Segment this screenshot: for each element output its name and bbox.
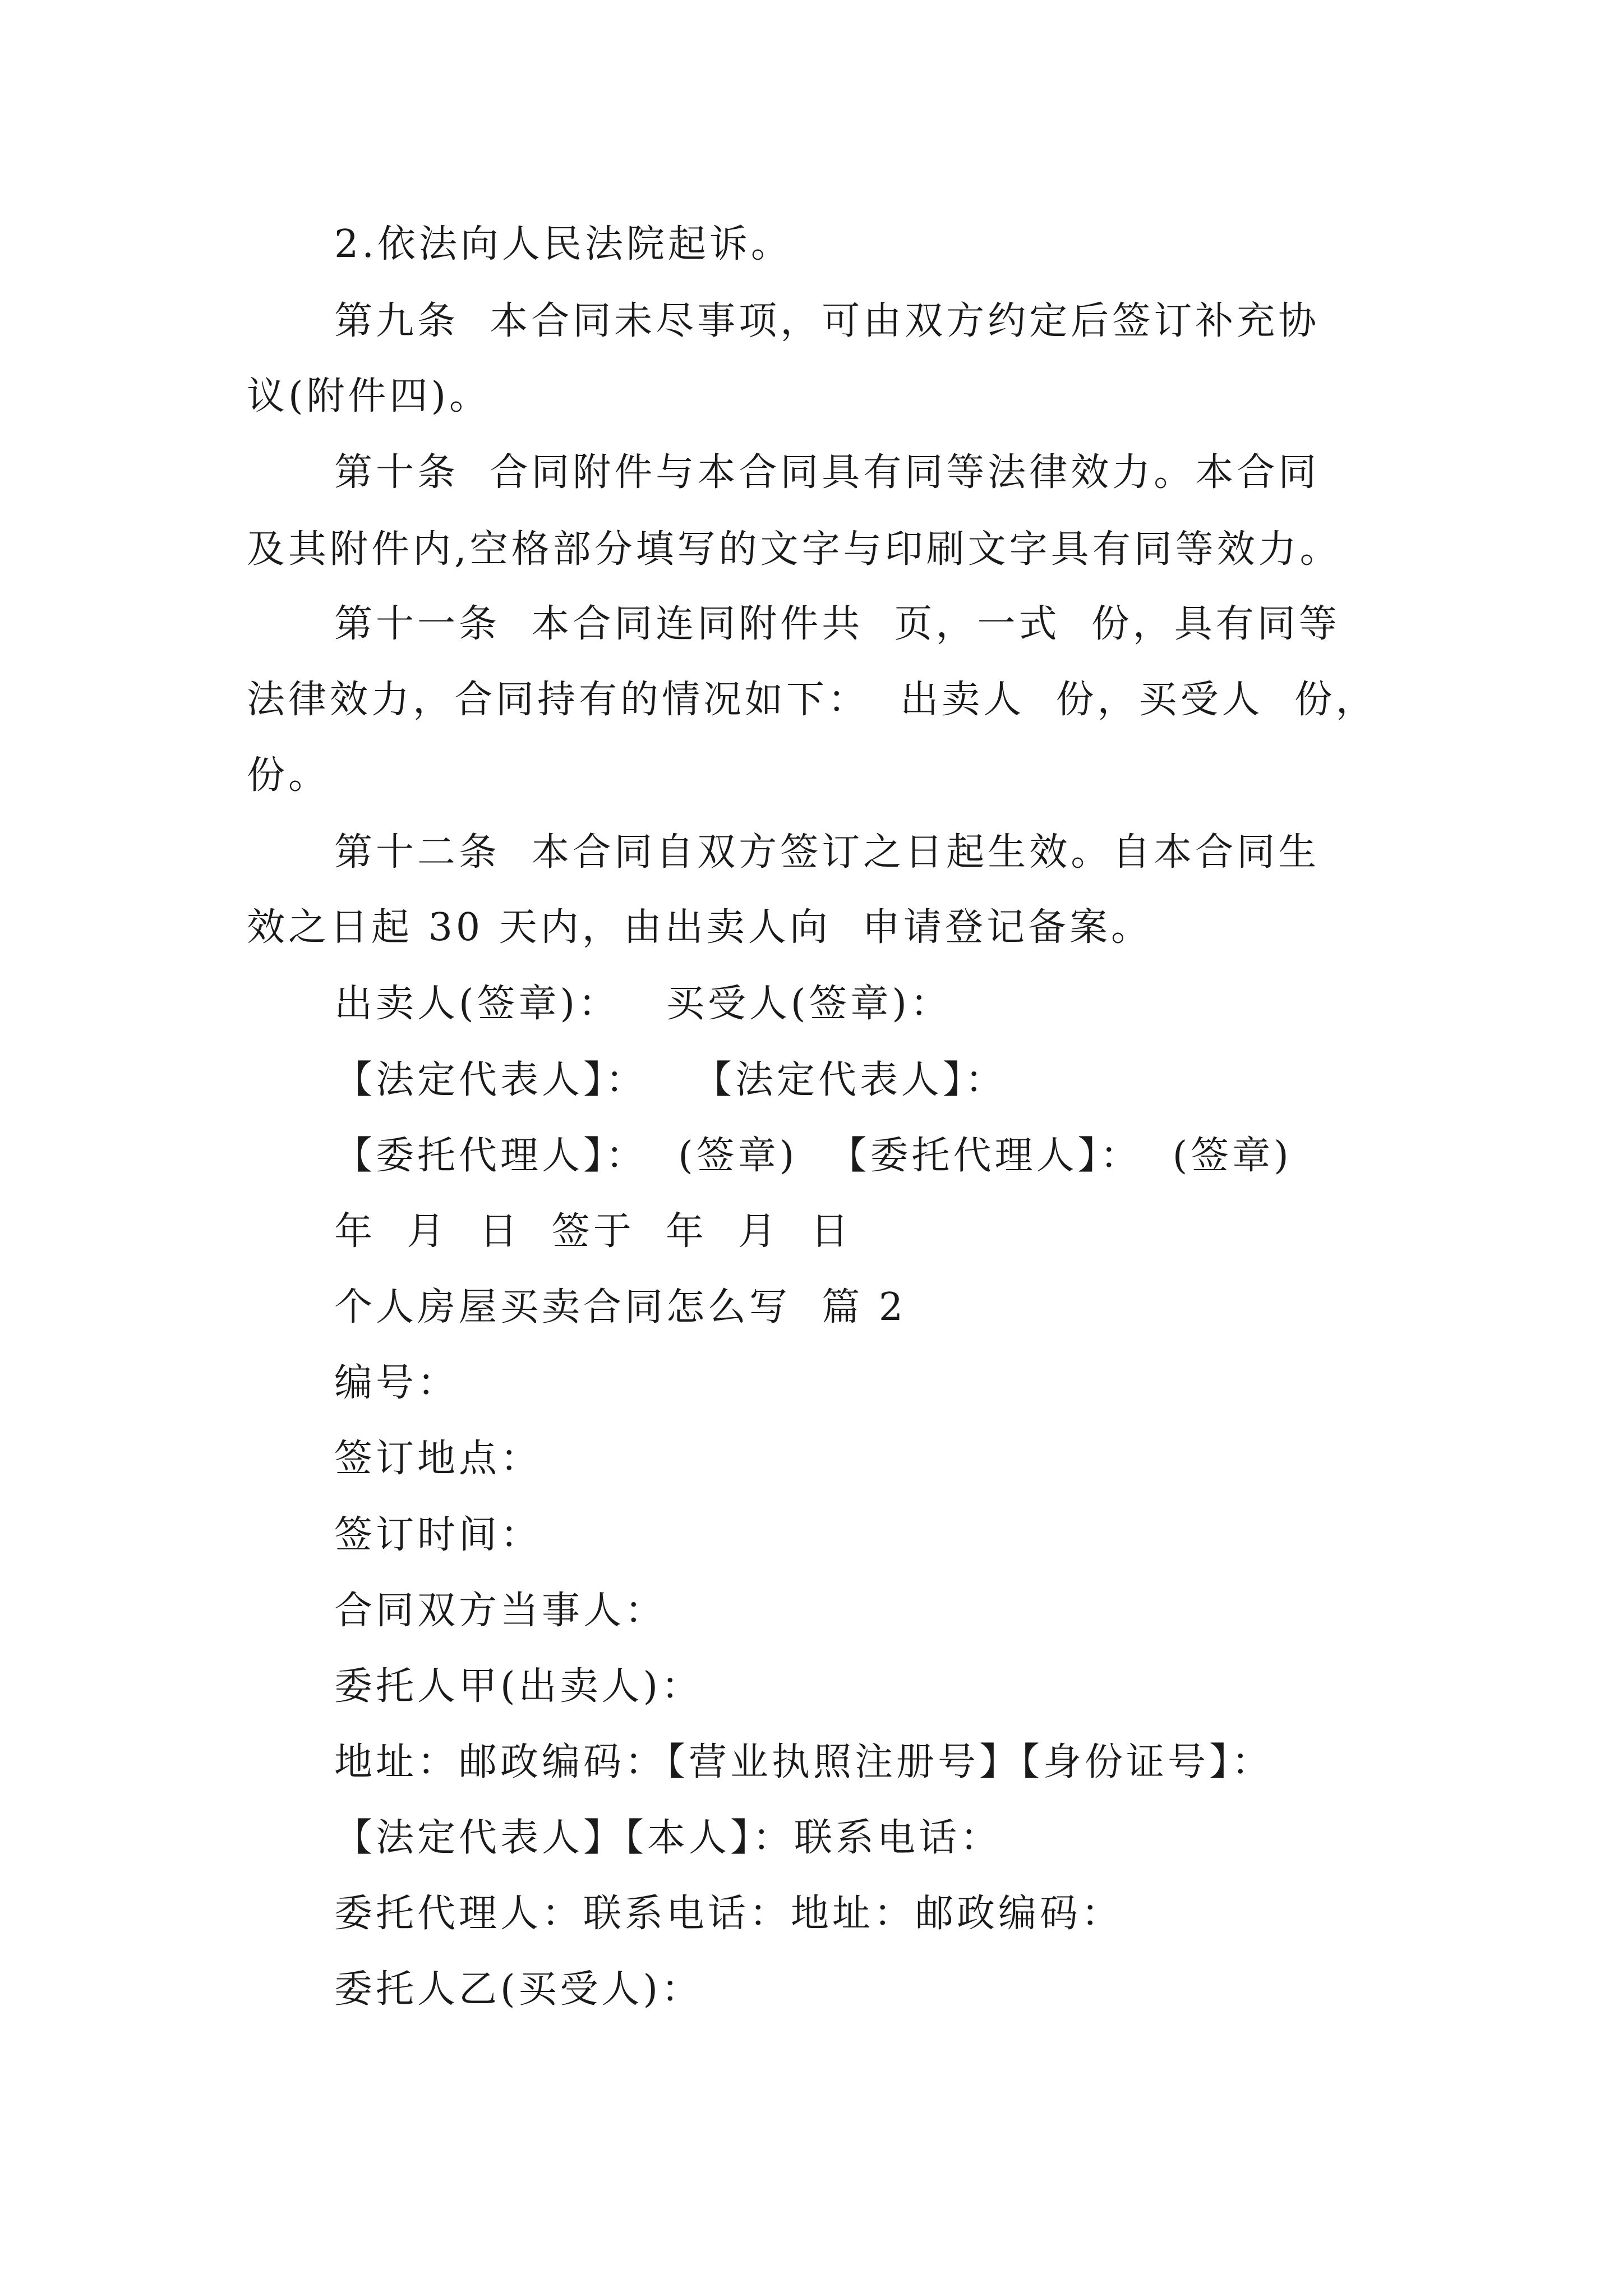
text-line-6: 第十一条 本合同连同附件共 页，一式 份，具有同等	[334, 602, 1340, 646]
text-line-10: 效之日起 30 天内，由出卖人向 申请登记备案。	[247, 905, 1152, 950]
text-line-21: 地址：邮政编码：【营业执照注册号】【身份证号】：	[334, 1740, 1274, 1784]
text-line-22: 【法定代表人】【本人】：联系电话：	[334, 1816, 1002, 1860]
text-line-23: 委托代理人：联系电话：地址：邮政编码：	[334, 1892, 1123, 1936]
text-line-24: 委托人乙(买受人)：	[334, 1967, 703, 2012]
text-line-14: 年 月 日 签于 年 月 日	[334, 1209, 852, 1254]
text-line-20: 委托人甲(出卖人)：	[334, 1664, 703, 1709]
text-line-16: 编号：	[334, 1361, 459, 1405]
text-line-2: 第九条 本合同未尽事项，可由双方约定后签订补充协	[334, 299, 1320, 343]
text-line-1: 2.依法向人民法院起诉。	[334, 222, 792, 266]
text-line-13: 【委托代理人】： (签章) 【委托代理人】： (签章)	[334, 1134, 1292, 1178]
text-line-5: 及其附件内,空格部分填写的文字与印刷文字具有同等效力。	[247, 527, 1341, 572]
text-line-4: 第十条 合同附件与本合同具有同等法律效力。本合同	[334, 450, 1320, 495]
text-line-12: 【法定代表人】： 【法定代表人】：	[334, 1058, 1007, 1102]
text-line-11: 出卖人(签章)： 买受人(签章)：	[334, 982, 952, 1026]
text-line-18: 签订时间：	[334, 1513, 542, 1557]
text-line-17: 签订地点：	[334, 1437, 542, 1481]
text-line-9: 第十二条 本合同自双方签订之日起生效。自本合同生	[334, 830, 1320, 875]
text-line-8: 份。	[247, 753, 330, 798]
text-line-19: 合同双方当事人：	[334, 1589, 667, 1633]
text-line-15: 个人房屋买卖合同怎么写 篇 2	[334, 1285, 907, 1329]
text-line-7: 法律效力，合同持有的情况如下： 出卖人 份，买受人 份，	[247, 678, 1377, 722]
text-line-3: 议(附件四)。	[247, 374, 491, 418]
